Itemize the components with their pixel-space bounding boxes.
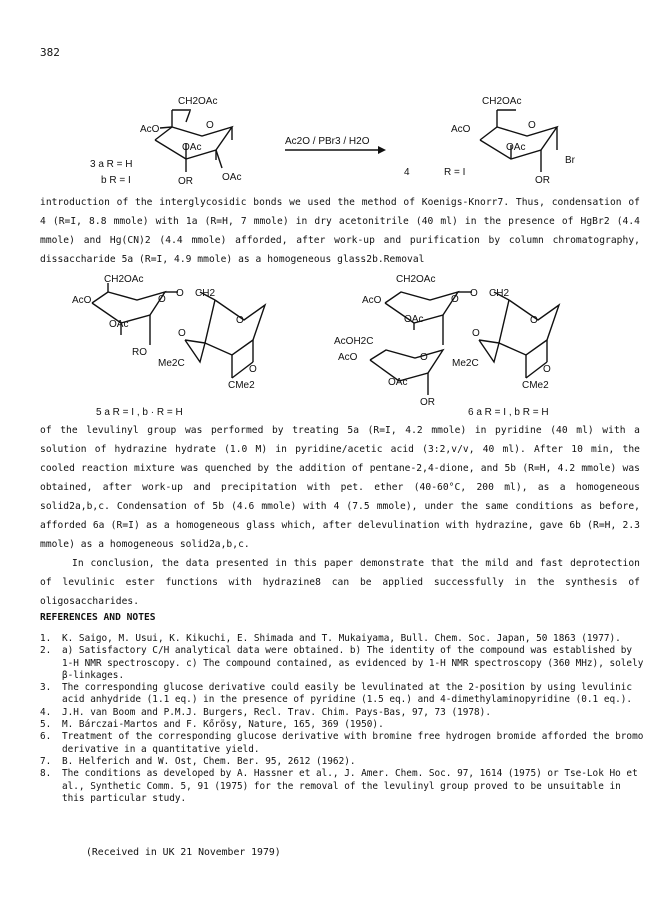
ro-5: RO: [132, 347, 147, 358]
compound-3b: b R = I: [101, 175, 131, 186]
o-6b: O: [470, 288, 478, 299]
me2c-6: Me2C: [452, 358, 479, 369]
oac-label: OAc: [182, 142, 202, 153]
reagents-label: Ac2O / PBr3 / H2O: [285, 136, 370, 147]
references-list: [40, 633, 644, 805]
ch2oac-6: CH2OAc: [396, 274, 436, 285]
o-6e: O: [472, 328, 480, 339]
paragraph-3: In conclusion, the data presented in this paper demonstrate that the mild and fast deprotection of levulinic ester functions with hydrazine8 can be applied successfully in the synthesis of oligosaccharides.: [40, 558, 640, 607]
compound-5: 5 a R = I , b · R = H: [96, 407, 183, 418]
ring-o-label-b: O: [528, 120, 536, 131]
compound-3a: 3 a R = H: [90, 159, 133, 170]
paragraph-2: of the levulinyl group was performed by treating 5a (R=I, 4.2 mmole) in pyridine (40 ml) with a solution of hydrazine hydrate (1.0 M) in pyridine/acetic acid (3:2,v/v, 40 ml). After 10 min, the cooled reaction mixture was quenched by the addition of pentane-2,4-dione, and 5b (R=H, 4.2 mmole) was obtained, after work-up and precipitation with pet. ether (40-60°C, 200 ml), as a homogeneous solid2a,b,c. Condensation of 5b (4.6 mmole) with 4 (7.5 mmole), under the same conditions as before, afforded 6a (R=I) as a homogeneous glass which, after delevulination with hydrazine, gave 6b (R=H, 2.3 mmole) as a homogeneous solid2a,b,c.: [40, 425, 640, 550]
compound-6: 6 a R = I , b R = H: [468, 407, 549, 418]
cme2-6: CMe2: [522, 380, 549, 391]
aco-6b: AcO: [338, 352, 358, 363]
oac-6b: OAc: [388, 377, 408, 388]
reference-item: 1. K. Saigo, M. Usui, K. Kikuchi, E. Shimada and T. Mukaiyama, Bull. Chem. Soc. Japan, 50 1863 (1977).: [40, 633, 621, 644]
reference-item: 3. The corresponding glucose derivative could easily be levulinated at the 2-position by using levulinic acid anhydride (1.1 eq.) in the presence of pyridine (1.5 eq.) and 4-dimethylaminopyridine (0.1 eq.).: [40, 682, 633, 706]
reference-item: 7. B. Helferich and W. Ost, Chem. Ber. 95, 2612 (1962).: [40, 755, 356, 767]
ch2oac-label-b: CH2OAc: [482, 96, 522, 107]
reference-item: 2. a) Satisfactory C/H analytical data were obtained. b) The identity of the compound was established by 1-H NMR spectroscopy. c) The compound contained, as evidenced by 1-H NMR spectroscopy (360 MHz), solely β-linkages.: [40, 645, 644, 681]
o-6c: O: [420, 352, 428, 363]
or-6: OR: [420, 397, 435, 408]
references-title: REFERENCES AND NOTES: [40, 612, 156, 623]
o-5b: O: [176, 288, 184, 299]
o-6a: O: [451, 294, 459, 305]
or-label: OR: [178, 176, 193, 187]
reference-item: 6. Treatment of the corresponding glucose derivative with bromine free hydrogen bromide afforded the bromo derivative in a quantitative yield.: [40, 731, 644, 755]
aco-label: AcO: [140, 124, 160, 135]
oac-label-b: OAc: [506, 142, 526, 153]
o-6f: O: [543, 364, 551, 375]
aco-label-b: AcO: [451, 124, 471, 135]
ring-o-label: O: [206, 120, 214, 131]
o-5d: O: [178, 328, 186, 339]
reference-item: 5. M. Bárczai-Martos and F. Kőrösy, Nature, 165, 369 (1950).: [40, 719, 384, 731]
oac-5: OAc: [109, 319, 129, 330]
paragraph-1: introduction of the interglycosidic bonds we used the method of Koenigs-Knorr7. Thus, condensation of 4 (R=I, 8.8 mmole) with 1a (R=H, 7 mmole) in dry acetonitrile (40 ml) in the presence of HgBr2 (4.4 mmole) and Hg(CN)2 (4.4 mmole) afforded, after work-up and purification by column chromatography, dissaccharide 5a (R=I, 4.9 mmole) as a homogeneous glass2b.Removal: [40, 197, 640, 265]
cme2-5: CMe2: [228, 380, 255, 391]
reference-item: 8. The conditions as developed by A. Hassner et al., J. Amer. Chem. Soc. 97, 1614 (1975) or Tse-Lok Ho et al., Synthetic Comm. 5, 91 (1975) for the removal of the levulinyl group proved to be unsuitable in this particular study.: [40, 768, 638, 804]
page-number: 382: [40, 46, 60, 59]
me2c-5: Me2C: [158, 358, 185, 369]
acoh2c-6: AcOH2C: [334, 336, 374, 347]
o-5c: O: [236, 315, 244, 326]
o-5e: O: [249, 364, 257, 375]
received-date: (Received in UK 21 November 1979): [86, 847, 281, 858]
ch2oac-label: CH2OAc: [178, 96, 218, 107]
ch2-5: CH2: [195, 288, 216, 299]
oac-label-2: OAc: [222, 172, 242, 183]
aco-6: AcO: [362, 295, 382, 306]
compound-4-r: R = I: [444, 167, 466, 178]
oac-6: OAc: [404, 314, 424, 325]
ch2-6: CH2: [489, 288, 510, 299]
or-label-b: OR: [535, 175, 550, 186]
reference-item: 4. J.H. van Boom and P.M.J. Burgers, Recl. Trav. Chim. Pays-Bas, 97, 73 (1978).: [40, 706, 491, 718]
o-6d: O: [530, 315, 538, 326]
ch2oac-5: CH2OAc: [104, 274, 144, 285]
o-5a: O: [158, 294, 166, 305]
compound-4: 4: [404, 167, 410, 178]
br-label: Br: [565, 155, 575, 166]
aco-5: AcO: [72, 295, 92, 306]
